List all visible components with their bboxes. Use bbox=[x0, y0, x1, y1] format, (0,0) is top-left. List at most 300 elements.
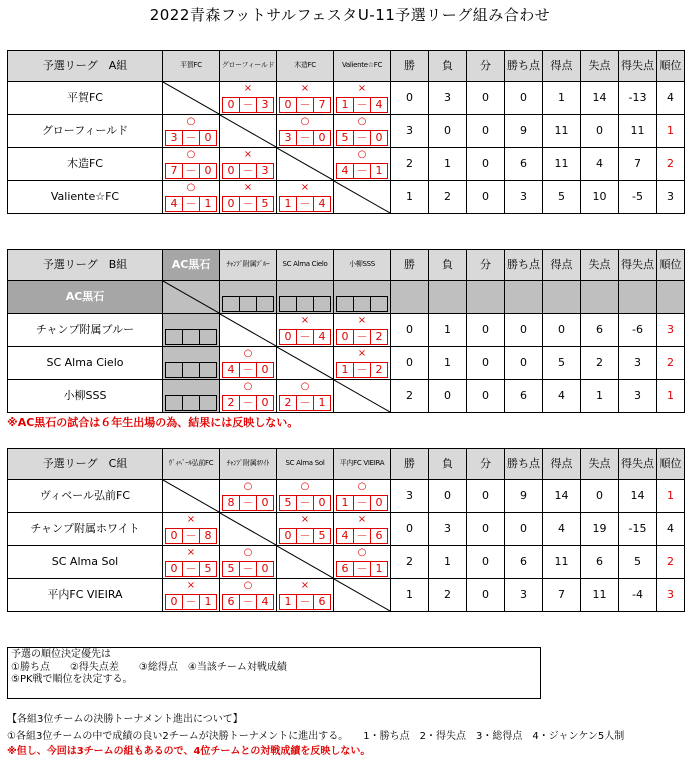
stat-column-header: 順位 bbox=[657, 449, 685, 480]
score-dash: － bbox=[296, 131, 313, 145]
score-box bbox=[353, 297, 370, 311]
team-name: 木造FC bbox=[8, 148, 163, 181]
score-box bbox=[199, 330, 216, 344]
score-box bbox=[199, 363, 216, 377]
score-dash: － bbox=[353, 562, 370, 576]
match-cell bbox=[220, 181, 277, 214]
stat-cell: 0 bbox=[467, 546, 505, 579]
score-for: 2 bbox=[284, 396, 292, 409]
match-result bbox=[220, 148, 276, 180]
header-row bbox=[8, 250, 685, 281]
stat-cell: 2 bbox=[391, 380, 429, 413]
score-for: 5 bbox=[341, 131, 349, 144]
match-cell bbox=[277, 480, 334, 513]
score-box bbox=[182, 396, 199, 410]
footer-rule: ①各組3位チームの中で成績の良い2チームが決勝トーナメントに進出する。 1・勝ち点 2・得失点 3・総得点 4・ジャンケン5人制 bbox=[7, 731, 625, 742]
stat-column-header: 勝ち点 bbox=[505, 250, 543, 281]
stat-cell: 0 bbox=[505, 347, 543, 380]
match-result bbox=[163, 546, 219, 578]
match-cell bbox=[334, 546, 391, 579]
stat-column-header: 失点 bbox=[581, 449, 619, 480]
match-result bbox=[334, 513, 390, 545]
score-dash: － bbox=[353, 131, 370, 145]
stat-cell: 3 bbox=[505, 579, 543, 612]
stat-cell: 11 bbox=[543, 148, 581, 181]
result-mark: ○ bbox=[357, 547, 367, 558]
table-row bbox=[8, 480, 685, 513]
score-dash: － bbox=[239, 595, 256, 609]
score-against: 5 bbox=[199, 562, 216, 576]
result-mark: ○ bbox=[186, 149, 196, 160]
team-column-header: 平賀FC bbox=[163, 51, 220, 82]
score-against: 5 bbox=[256, 197, 273, 211]
match-cell bbox=[277, 314, 334, 347]
stat-cell: 7 bbox=[619, 148, 657, 181]
diagonal-cell bbox=[334, 181, 391, 214]
stat-cell: 2 bbox=[391, 148, 429, 181]
stat-cell bbox=[619, 281, 657, 314]
stat-column-header: 得失点 bbox=[619, 250, 657, 281]
score bbox=[279, 97, 331, 113]
page-title: 2022青森フットサルフェスタU-11予選リーグ組み合わせ bbox=[149, 6, 551, 24]
score-box bbox=[296, 297, 313, 311]
score-for: 3 bbox=[284, 131, 292, 144]
result-mark: ○ bbox=[357, 149, 367, 160]
score bbox=[222, 594, 274, 610]
score-dash: － bbox=[239, 197, 256, 211]
match-result bbox=[334, 546, 390, 578]
score-for: 5 bbox=[227, 562, 235, 575]
match-cell bbox=[220, 579, 277, 612]
diagonal-line bbox=[220, 513, 276, 545]
score-dash: － bbox=[182, 197, 199, 211]
score-box bbox=[337, 297, 353, 311]
stat-cell: 3 bbox=[429, 82, 467, 115]
match-result bbox=[220, 546, 276, 578]
score-dash: － bbox=[296, 529, 313, 543]
result-mark: × bbox=[357, 83, 367, 94]
result-mark: ○ bbox=[357, 481, 367, 492]
score bbox=[165, 561, 217, 577]
stat-cell: 9 bbox=[505, 480, 543, 513]
table-row bbox=[8, 347, 685, 380]
stat-cell: 3 bbox=[391, 480, 429, 513]
match-result bbox=[334, 480, 390, 512]
stat-cell: 0 bbox=[467, 579, 505, 612]
score-dash: － bbox=[296, 197, 313, 211]
stat-cell: -5 bbox=[619, 181, 657, 214]
result-mark: × bbox=[300, 83, 310, 94]
stat-cell: -13 bbox=[619, 82, 657, 115]
diagonal-cell bbox=[277, 347, 334, 380]
score-against: 3 bbox=[256, 164, 273, 178]
match-result bbox=[220, 181, 276, 213]
result-mark: ○ bbox=[243, 481, 253, 492]
empty-score-cell bbox=[277, 281, 333, 313]
diagonal-line bbox=[220, 115, 276, 147]
rank-cell: 3 bbox=[657, 314, 685, 347]
score-against: 6 bbox=[370, 529, 387, 543]
score-for: 4 bbox=[341, 164, 349, 177]
score-against: 4 bbox=[313, 197, 330, 211]
table-row bbox=[8, 579, 685, 612]
score-box bbox=[182, 363, 199, 377]
stat-cell: 0 bbox=[505, 82, 543, 115]
stat-cell: 4 bbox=[543, 380, 581, 413]
stat-cell: 7 bbox=[543, 579, 581, 612]
team-column-header: ｳﾞｨﾍﾞｰﾙ弘前FC bbox=[163, 449, 220, 480]
stat-column-header: 順位 bbox=[657, 51, 685, 82]
team-name: チャンプ附属ブルー bbox=[8, 314, 163, 347]
stat-cell bbox=[505, 281, 543, 314]
stat-cell: 0 bbox=[467, 115, 505, 148]
score-against: 1 bbox=[199, 595, 216, 609]
score bbox=[336, 528, 388, 544]
stat-cell: 1 bbox=[429, 148, 467, 181]
score-against: 2 bbox=[370, 363, 387, 377]
score-for: 3 bbox=[170, 131, 178, 144]
score bbox=[336, 362, 388, 378]
score bbox=[336, 130, 388, 146]
stat-cell: 0 bbox=[581, 480, 619, 513]
score-against: 6 bbox=[313, 595, 330, 609]
stat-cell: 0 bbox=[467, 148, 505, 181]
diagonal-cell bbox=[277, 148, 334, 181]
diagonal-cell bbox=[220, 314, 277, 347]
score-against: 8 bbox=[199, 529, 216, 543]
rank-cell: 3 bbox=[657, 181, 685, 214]
match-result bbox=[163, 513, 219, 545]
score-for: 0 bbox=[170, 595, 178, 608]
score-box bbox=[370, 297, 387, 311]
group-label: 予選リーグ A組 bbox=[8, 51, 163, 82]
match-cell bbox=[277, 115, 334, 148]
score-against: 0 bbox=[199, 131, 216, 145]
stat-cell: 1 bbox=[543, 82, 581, 115]
team-column-header: AC黒石 bbox=[163, 250, 220, 281]
stat-cell: -6 bbox=[619, 314, 657, 347]
stat-cell bbox=[543, 281, 581, 314]
diagonal-line bbox=[277, 148, 333, 180]
result-mark: × bbox=[186, 580, 196, 591]
score-dash: － bbox=[296, 330, 313, 344]
diagonal-line bbox=[334, 181, 390, 213]
score-against: 0 bbox=[313, 131, 330, 145]
result-mark: × bbox=[357, 514, 367, 525]
team-name: ヴィベール弘前FC bbox=[8, 480, 163, 513]
score bbox=[279, 329, 331, 345]
rank-cell: 1 bbox=[657, 480, 685, 513]
header-row bbox=[8, 449, 685, 480]
priority-box bbox=[7, 647, 541, 699]
diagonal-line bbox=[277, 546, 333, 578]
score-against: 4 bbox=[370, 98, 387, 112]
score bbox=[222, 163, 274, 179]
match-cell bbox=[220, 480, 277, 513]
stat-cell: 3 bbox=[391, 115, 429, 148]
stat-cell: 0 bbox=[467, 181, 505, 214]
stat-cell: 2 bbox=[581, 347, 619, 380]
stat-cell: -15 bbox=[619, 513, 657, 546]
result-mark: ○ bbox=[243, 348, 253, 359]
stat-cell: 2 bbox=[429, 181, 467, 214]
score-box bbox=[239, 297, 256, 311]
score-against: 4 bbox=[256, 595, 273, 609]
match-result bbox=[220, 579, 276, 611]
team-name: SC Alma Sol bbox=[8, 546, 163, 579]
score-dash: － bbox=[353, 496, 370, 510]
score bbox=[222, 495, 274, 511]
stat-cell: 0 bbox=[429, 115, 467, 148]
match-result bbox=[277, 380, 333, 412]
match-result bbox=[220, 480, 276, 512]
empty-score-cell bbox=[163, 314, 219, 346]
score-against: 5 bbox=[313, 529, 330, 543]
rank-cell bbox=[657, 281, 685, 314]
team-name: SC Alma Cielo bbox=[8, 347, 163, 380]
match-cell bbox=[220, 546, 277, 579]
result-mark: × bbox=[300, 315, 310, 326]
stat-cell: -4 bbox=[619, 579, 657, 612]
score bbox=[336, 329, 388, 345]
score-boxes bbox=[165, 329, 217, 345]
stat-cell bbox=[391, 281, 429, 314]
match-result bbox=[334, 82, 390, 114]
stat-cell: 6 bbox=[505, 148, 543, 181]
stat-cell: 14 bbox=[543, 480, 581, 513]
score-boxes bbox=[222, 296, 274, 312]
match-result bbox=[277, 579, 333, 611]
match-result bbox=[163, 181, 219, 213]
stat-cell: 6 bbox=[505, 546, 543, 579]
group-b-table bbox=[7, 249, 685, 413]
match-result bbox=[163, 148, 219, 180]
match-cell bbox=[220, 281, 277, 314]
stat-cell: 0 bbox=[391, 513, 429, 546]
stat-cell: 1 bbox=[429, 546, 467, 579]
match-result bbox=[277, 480, 333, 512]
priority-line: ①勝ち点 ②得失点差 ③総得点 ④当該チーム対戦成績 bbox=[11, 661, 287, 673]
match-cell bbox=[163, 115, 220, 148]
match-result bbox=[277, 115, 333, 147]
score bbox=[165, 196, 217, 212]
score-for: 0 bbox=[284, 330, 292, 343]
group-a-table bbox=[7, 50, 685, 214]
stat-cell: 0 bbox=[467, 513, 505, 546]
score-dash: － bbox=[182, 131, 199, 145]
score-against: 0 bbox=[370, 496, 387, 510]
score-box bbox=[182, 330, 199, 344]
stat-cell: 19 bbox=[581, 513, 619, 546]
match-cell bbox=[163, 380, 220, 413]
stat-column-header: 負 bbox=[429, 51, 467, 82]
score-for: 0 bbox=[284, 529, 292, 542]
stat-cell: 2 bbox=[429, 579, 467, 612]
team-column-header: ﾁｬﾝﾌﾟ附属ﾌﾞﾙｰ bbox=[220, 250, 277, 281]
rank-cell: 3 bbox=[657, 579, 685, 612]
match-cell bbox=[220, 82, 277, 115]
team-column-header: グローフィールド bbox=[220, 51, 277, 82]
stat-column-header: 得失点 bbox=[619, 51, 657, 82]
diagonal-cell bbox=[277, 546, 334, 579]
team-column-header: Valiente☆FC bbox=[334, 51, 391, 82]
match-cell bbox=[334, 281, 391, 314]
stat-cell: 0 bbox=[467, 480, 505, 513]
score bbox=[165, 594, 217, 610]
match-cell bbox=[163, 546, 220, 579]
stat-cell: 3 bbox=[619, 347, 657, 380]
stat-cell: 3 bbox=[619, 380, 657, 413]
diagonal-cell bbox=[220, 513, 277, 546]
empty-score-cell bbox=[220, 281, 276, 313]
header-row bbox=[8, 51, 685, 82]
score-boxes bbox=[165, 362, 217, 378]
match-result bbox=[277, 82, 333, 114]
score bbox=[279, 130, 331, 146]
stat-cell: 6 bbox=[581, 314, 619, 347]
stat-column-header: 勝 bbox=[391, 250, 429, 281]
diagonal-cell bbox=[163, 480, 220, 513]
score-for: 2 bbox=[227, 396, 235, 409]
score-dash: － bbox=[353, 164, 370, 178]
result-mark: × bbox=[243, 182, 253, 193]
score-boxes bbox=[336, 296, 388, 312]
score-for: 6 bbox=[341, 562, 349, 575]
footer-heading: 【各組3位チームの決勝トーナメント進出について】 bbox=[7, 714, 243, 725]
diagonal-line bbox=[163, 281, 219, 313]
footer-note: ※但し、今回は3チームの組もあるので、4位チームとの対戦成績を反映しない。 bbox=[7, 746, 371, 757]
diagonal-cell bbox=[163, 82, 220, 115]
result-mark: ○ bbox=[300, 481, 310, 492]
match-result bbox=[334, 347, 390, 379]
team-name: 小柳SSS bbox=[8, 380, 163, 413]
stat-cell: 3 bbox=[429, 513, 467, 546]
score-for: 8 bbox=[227, 496, 235, 509]
match-cell bbox=[334, 347, 391, 380]
stat-column-header: 分 bbox=[467, 51, 505, 82]
stat-column-header: 負 bbox=[429, 250, 467, 281]
team-column-header: SC Alma Cielo bbox=[277, 250, 334, 281]
score-for: 1 bbox=[341, 98, 349, 111]
score-box bbox=[166, 363, 182, 377]
stat-cell: 0 bbox=[391, 314, 429, 347]
score-against: 0 bbox=[370, 131, 387, 145]
score-for: 0 bbox=[227, 98, 235, 111]
score-against: 1 bbox=[199, 197, 216, 211]
score-dash: － bbox=[296, 98, 313, 112]
score-box bbox=[166, 396, 182, 410]
score-dash: － bbox=[296, 396, 313, 410]
score bbox=[279, 196, 331, 212]
diagonal-cell bbox=[334, 380, 391, 413]
diagonal-cell bbox=[163, 281, 220, 314]
score-for: 1 bbox=[341, 496, 349, 509]
diagonal-cell bbox=[220, 115, 277, 148]
match-result bbox=[334, 115, 390, 147]
score bbox=[222, 561, 274, 577]
match-cell bbox=[163, 314, 220, 347]
match-cell bbox=[220, 148, 277, 181]
stat-cell: 0 bbox=[467, 82, 505, 115]
score-dash: － bbox=[182, 529, 199, 543]
team-column-header: 小柳SSS bbox=[334, 250, 391, 281]
result-mark: ○ bbox=[186, 116, 196, 127]
stat-cell: 1 bbox=[429, 314, 467, 347]
team-name: 平賀FC bbox=[8, 82, 163, 115]
match-cell bbox=[334, 115, 391, 148]
priority-line: ⑤PK戦で順位を決定する。 bbox=[11, 674, 133, 685]
rank-cell: 1 bbox=[657, 380, 685, 413]
team-column-header: 平内FC VIEIRA bbox=[334, 449, 391, 480]
stat-column-header: 得失点 bbox=[619, 449, 657, 480]
diagonal-line bbox=[220, 314, 276, 346]
match-cell bbox=[334, 82, 391, 115]
score-for: 1 bbox=[284, 197, 292, 210]
match-cell bbox=[220, 347, 277, 380]
score-against: 4 bbox=[313, 330, 330, 344]
result-mark: ○ bbox=[243, 580, 253, 591]
table-row bbox=[8, 82, 685, 115]
match-result bbox=[163, 115, 219, 147]
score-for: 0 bbox=[170, 562, 178, 575]
score-for: 0 bbox=[170, 529, 178, 542]
match-cell bbox=[334, 314, 391, 347]
stat-column-header: 得点 bbox=[543, 51, 581, 82]
stat-cell: 10 bbox=[581, 181, 619, 214]
score-against: 1 bbox=[313, 396, 330, 410]
match-result bbox=[277, 513, 333, 545]
stat-cell: 11 bbox=[543, 546, 581, 579]
team-name: AC黒石 bbox=[8, 281, 163, 314]
rank-cell: 1 bbox=[657, 115, 685, 148]
match-cell bbox=[163, 148, 220, 181]
result-mark: × bbox=[243, 149, 253, 160]
match-cell bbox=[277, 181, 334, 214]
stat-cell: 11 bbox=[543, 115, 581, 148]
match-cell bbox=[277, 579, 334, 612]
table-row bbox=[8, 380, 685, 413]
score bbox=[222, 395, 274, 411]
result-mark: × bbox=[243, 83, 253, 94]
stat-column-header: 勝 bbox=[391, 449, 429, 480]
match-cell bbox=[277, 281, 334, 314]
score-dash: － bbox=[296, 496, 313, 510]
stat-column-header: 勝ち点 bbox=[505, 449, 543, 480]
stat-column-header: 得点 bbox=[543, 449, 581, 480]
stat-cell: 6 bbox=[581, 546, 619, 579]
diagonal-line bbox=[334, 579, 390, 611]
score bbox=[336, 561, 388, 577]
match-result bbox=[277, 181, 333, 213]
stat-cell: 2 bbox=[391, 546, 429, 579]
table-row bbox=[8, 181, 685, 214]
score-against: 0 bbox=[256, 562, 273, 576]
score bbox=[222, 97, 274, 113]
stat-cell: 0 bbox=[467, 314, 505, 347]
score bbox=[165, 163, 217, 179]
score-for: 0 bbox=[284, 98, 292, 111]
rank-cell: 2 bbox=[657, 546, 685, 579]
result-mark: × bbox=[300, 182, 310, 193]
match-cell bbox=[163, 579, 220, 612]
result-mark: ○ bbox=[357, 116, 367, 127]
stat-cell: 9 bbox=[505, 115, 543, 148]
score bbox=[222, 196, 274, 212]
score-against: 1 bbox=[370, 562, 387, 576]
rank-cell: 4 bbox=[657, 513, 685, 546]
table-row bbox=[8, 115, 685, 148]
group-c-table bbox=[7, 448, 685, 612]
